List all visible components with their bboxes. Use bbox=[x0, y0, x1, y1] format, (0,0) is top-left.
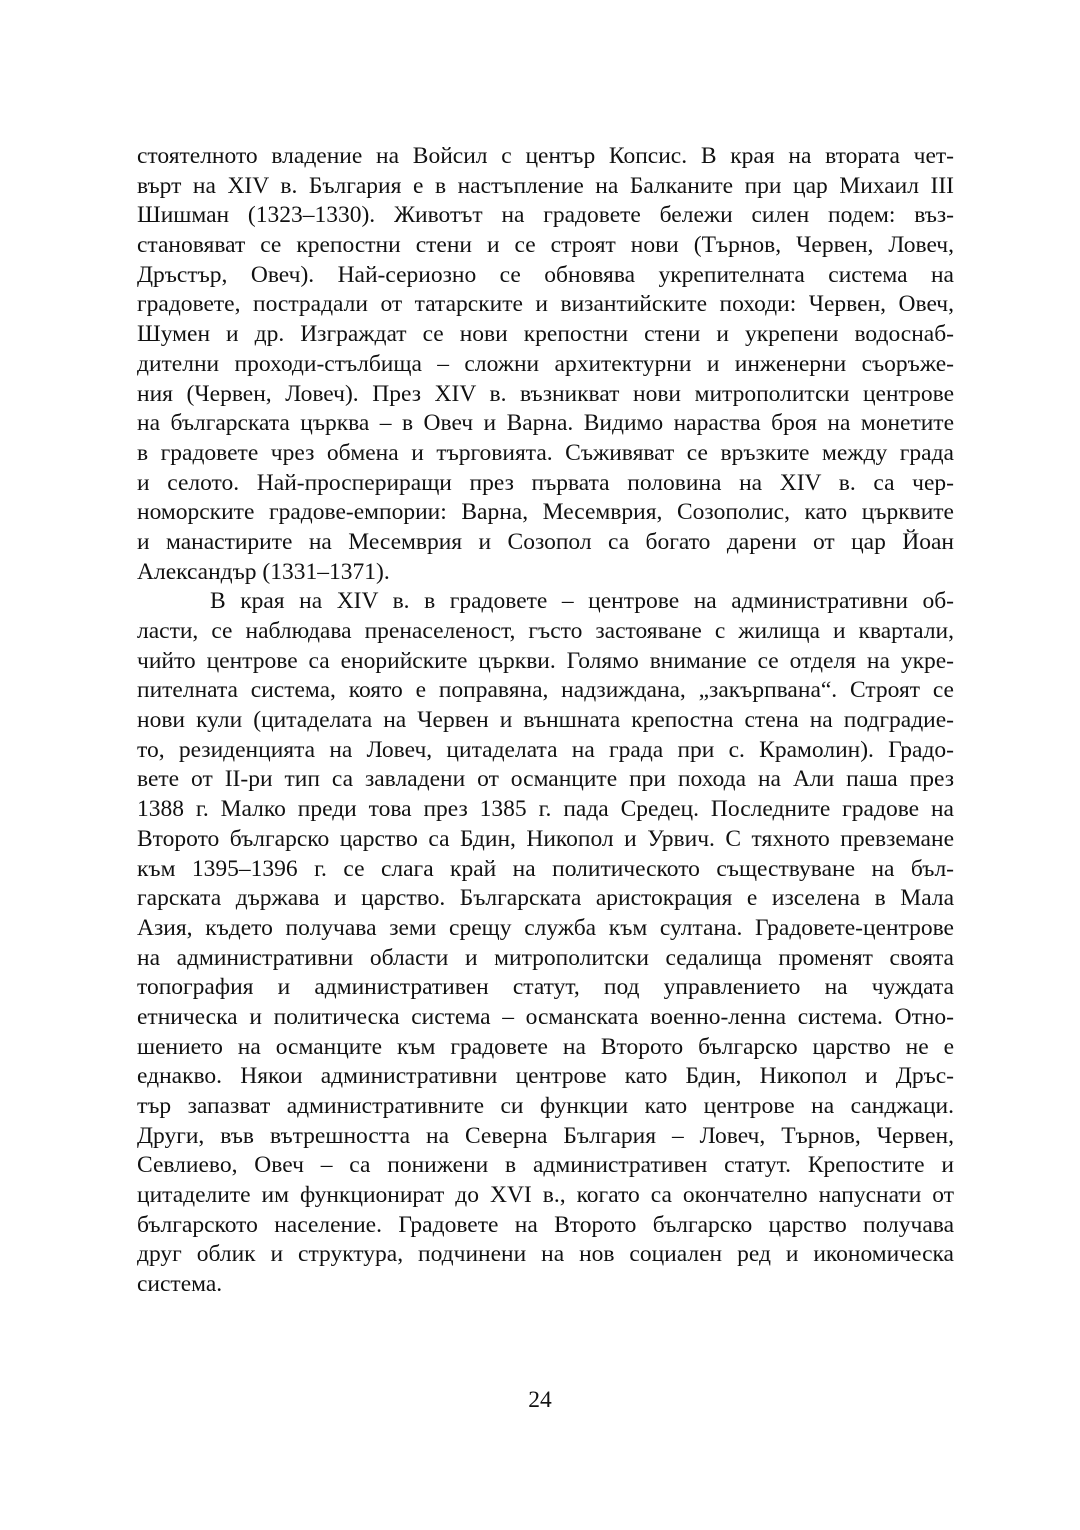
text-line: на българската църква – в Овеч и Варна. Видимо нараства броя на монетите bbox=[137, 410, 954, 437]
text-line: в градовете чрез обмена и търговията. Съживяват се връзките между града bbox=[137, 439, 954, 466]
paragraph-1 bbox=[137, 142, 954, 587]
text-line: шението на османците към градовете на Второто българско царство не е bbox=[137, 1033, 954, 1060]
text-line: ласти, се наблюдава пренаселеност, гъсто застояване с жилища и квартали, bbox=[137, 618, 954, 644]
text-line: пителната система, която е поправяна, надзиждана, „закърпвана“. Строят се bbox=[137, 677, 954, 704]
text-line: друг облик и структура, подчинени на нов социален ред и икономическа bbox=[137, 1241, 954, 1268]
text-line: то, резиденцията на Ловеч, цитаделата на града при с. Крамолин). Градо- bbox=[137, 736, 954, 763]
text-line: стоятелното владение на Войсил с център Копсис. В края на втората чет- bbox=[137, 143, 954, 169]
text-line: топография и административен статут, под управлението на чуждата bbox=[137, 974, 954, 1001]
text-line: номорските градове-емпории: Варна, Месемврия, Созополис, като църквите bbox=[137, 499, 954, 526]
text-line: към 1395–1396 г. се слага край на политическото съществуване на бъл- bbox=[137, 855, 954, 882]
text-line: тър запазват административните си функции като центрове на санджаци. bbox=[137, 1093, 954, 1119]
text-line: ния (Червен, Ловеч). През XIV в. възникват нови митрополитски центрове bbox=[137, 380, 954, 407]
text-line: Шишман (1323–1330). Животът на градовете бележи силен подем: въз- bbox=[137, 202, 954, 229]
text-line: дителни проходи-стълбища – сложни архитектурни и инженерни съоръже- bbox=[137, 350, 954, 377]
page-number: 24 bbox=[528, 1387, 552, 1413]
text-line: цитаделите им функционират до XVI в., когато са окончателно напуснати от bbox=[137, 1182, 954, 1209]
text-line: и селото. Най-проспериращи през първата половина на XIV в. са чер- bbox=[137, 469, 954, 496]
text-line: Севлиево, Овеч – са понижени в административен статут. Крепостите и bbox=[137, 1152, 954, 1179]
body-text bbox=[137, 142, 954, 1300]
text-line: еднакво. Някои административни центрове като Бдин, Никопол и Дръс- bbox=[137, 1063, 954, 1090]
text-line: становяват се крепостни стени и се строят нови (Търнов, Червен, Ловеч, bbox=[137, 232, 954, 259]
text-line: 1388 г. Малко преди това през 1385 г. пада Средец. Последните градове на bbox=[137, 796, 954, 823]
text-line: Второто българско царство са Бдин, Никопол и Урвич. С тяхното превземане bbox=[137, 825, 954, 852]
text-line: Шумен и др. Изграждат се нови крепостни стени и укрепени водоснаб- bbox=[137, 321, 954, 348]
text-line: вете от II-ри тип са завладени от османците при похода на Али паша през bbox=[137, 766, 954, 793]
text-line: Дръстър, Овеч). Най-сериозно се обновява укрепителната система на bbox=[137, 261, 954, 288]
text-line: на административни области и митрополитски седалища променят своята bbox=[137, 944, 954, 971]
text-line: система. bbox=[137, 1271, 223, 1298]
text-line: градовете, пострадали от татарските и византийските походи: Червен, Овеч, bbox=[137, 291, 954, 318]
text-line: гарската държава и царство. Българската аристокрация е изселена в Мала bbox=[137, 885, 954, 912]
text-line: Азия, където получава земи срещу служба към султана. Градовете-центрове bbox=[137, 914, 954, 941]
text-line: етническа и политическа система – османската военно-ленна система. Отно- bbox=[137, 1003, 954, 1030]
paragraph-2 bbox=[137, 587, 954, 1300]
text-line: В края на XIV в. в градовете – центрове на административни об- bbox=[210, 588, 954, 615]
text-line: и манастирите на Месемврия и Созопол са богато дарени от цар Йоан bbox=[137, 528, 954, 555]
text-line: Александър (1331–1371). bbox=[137, 558, 390, 585]
text-line: върт на XIV в. България е в настъпление на Балканите при цар Михаил III bbox=[137, 172, 954, 199]
text-line: нови кули (цитаделата на Червен и външната крепостна стена на подградие- bbox=[137, 707, 954, 734]
text-line: Други, във вътрешността на Северна България – Ловеч, Търнов, Червен, bbox=[137, 1122, 954, 1149]
text-line: българското население. Градовете на Второто българско царство получава bbox=[137, 1211, 954, 1238]
text-line: чийто центрове са енорийските църкви. Голямо внимание се отделя на укре- bbox=[137, 647, 954, 674]
